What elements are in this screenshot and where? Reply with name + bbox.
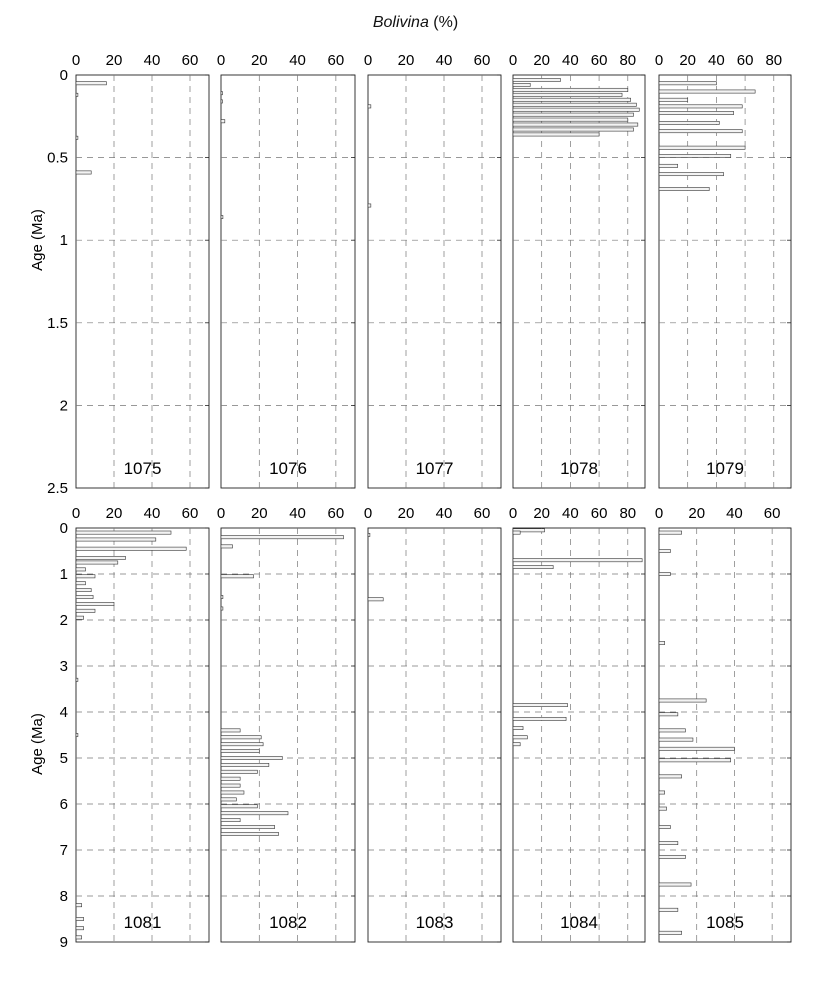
site-label-1078: 1078 xyxy=(560,459,598,478)
x-tick-label-1084-60: 60 xyxy=(590,505,608,522)
y-tick-label-1081-4: 4 xyxy=(59,704,68,721)
bar-1084-4 xyxy=(513,704,568,707)
bar-1081-4 xyxy=(76,561,118,564)
bar-1084-5 xyxy=(513,717,566,720)
y-axis-label-top: Age (Ma) xyxy=(29,209,46,271)
bar-1082-7 xyxy=(221,743,263,746)
x-tick-label-1078-60: 60 xyxy=(590,52,608,69)
bar-1082-19 xyxy=(221,825,275,828)
bar-1081-2 xyxy=(76,547,186,550)
bar-1081-0 xyxy=(76,531,171,534)
bar-1079-1 xyxy=(659,90,755,93)
bar-1076-3 xyxy=(221,215,223,218)
bar-1081-3 xyxy=(76,556,125,559)
bar-1082-17 xyxy=(221,812,288,815)
bar-1081-9 xyxy=(76,595,93,598)
x-tick-label-1077-60: 60 xyxy=(473,52,491,69)
bar-1079-2 xyxy=(659,98,688,101)
x-tick-label-1078-20: 20 xyxy=(533,52,551,69)
x-tick-label-1085-20: 20 xyxy=(688,505,706,522)
bar-1081-16 xyxy=(76,917,84,920)
bar-1078-2 xyxy=(513,88,628,91)
x-tick-label-1079-80: 80 xyxy=(765,52,783,69)
bar-1081-14 xyxy=(76,733,78,736)
panel-frame-1078 xyxy=(513,75,645,488)
bar-1084-8 xyxy=(513,743,520,746)
site-label-1082: 1082 xyxy=(269,913,307,932)
bar-1078-7 xyxy=(513,113,634,116)
bar-1079-7 xyxy=(659,146,745,149)
y-tick-label-1081-8: 8 xyxy=(59,888,68,905)
bar-1082-11 xyxy=(221,770,257,773)
bar-1082-18 xyxy=(221,819,240,822)
y-tick-label-1081-9: 9 xyxy=(59,934,68,951)
panel-frame-1075 xyxy=(76,75,209,488)
bar-1085-10 xyxy=(659,775,682,778)
y-tick-label-1081-1: 1 xyxy=(59,566,68,583)
bar-1078-6 xyxy=(513,108,639,111)
bar-1082-5 xyxy=(221,729,240,732)
bar-1077-1 xyxy=(368,204,371,207)
bar-1082-4 xyxy=(221,607,223,610)
bar-1082-1 xyxy=(221,545,232,548)
x-tick-label-1084-80: 80 xyxy=(619,505,637,522)
y-tick-label-1081-2: 2 xyxy=(59,612,68,629)
bar-1076-1 xyxy=(221,100,223,103)
bar-1082-20 xyxy=(221,832,278,835)
bar-1085-2 xyxy=(659,572,670,575)
bar-1082-16 xyxy=(221,805,257,808)
x-tick-label-1082-40: 40 xyxy=(289,505,306,522)
x-tick-label-1078-80: 80 xyxy=(619,52,637,69)
bar-1084-7 xyxy=(513,736,527,739)
bar-1085-5 xyxy=(659,713,678,716)
figure-title-genus: Bolivina xyxy=(372,14,429,31)
bar-1082-13 xyxy=(221,784,240,787)
bar-1085-15 xyxy=(659,855,685,858)
bar-1085-18 xyxy=(659,931,682,934)
bar-1082-8 xyxy=(221,750,259,753)
bar-1084-2 xyxy=(513,559,642,562)
bar-1075-0 xyxy=(76,82,106,85)
x-tick-label-1085-0: 0 xyxy=(654,505,664,522)
bar-1078-11 xyxy=(513,133,599,136)
site-label-1076: 1076 xyxy=(269,459,307,478)
bar-1085-17 xyxy=(659,908,678,911)
bar-1085-9 xyxy=(659,759,731,762)
bar-1081-13 xyxy=(76,678,78,681)
bar-1079-5 xyxy=(659,121,719,124)
panel-frame-1085 xyxy=(659,528,791,942)
x-tick-label-1075-40: 40 xyxy=(143,52,161,69)
bar-1078-5 xyxy=(513,103,636,106)
bar-1075-3 xyxy=(76,171,91,174)
x-tick-label-1076-0: 0 xyxy=(216,52,226,69)
x-tick-label-1076-20: 20 xyxy=(250,52,268,69)
bar-1082-15 xyxy=(221,798,236,801)
x-tick-label-1084-0: 0 xyxy=(508,505,518,522)
x-tick-label-1083-0: 0 xyxy=(363,505,373,522)
bar-1075-2 xyxy=(76,136,78,139)
x-tick-label-1084-20: 20 xyxy=(533,505,551,522)
bar-1082-9 xyxy=(221,756,282,759)
bar-1079-3 xyxy=(659,105,742,108)
bar-1079-8 xyxy=(659,154,731,157)
y-tick-label-1081-3: 3 xyxy=(59,658,68,675)
panel-frame-1081 xyxy=(76,528,209,942)
x-tick-label-1082-60: 60 xyxy=(327,505,345,522)
site-label-1079: 1079 xyxy=(706,459,744,478)
bar-1081-17 xyxy=(76,927,84,930)
bar-1078-1 xyxy=(513,83,530,86)
bar-1081-18 xyxy=(76,936,82,939)
x-tick-label-1083-60: 60 xyxy=(473,505,491,522)
bar-1082-0 xyxy=(221,536,344,539)
bar-1081-8 xyxy=(76,589,91,592)
x-tick-label-1082-0: 0 xyxy=(216,505,226,522)
y-tick-label-1081-6: 6 xyxy=(59,796,68,813)
bar-1082-3 xyxy=(221,595,223,598)
site-label-1083: 1083 xyxy=(415,913,454,932)
x-tick-label-1075-20: 20 xyxy=(105,52,123,69)
bar-1082-12 xyxy=(221,777,240,780)
x-tick-label-1083-20: 20 xyxy=(397,505,415,522)
bar-1079-9 xyxy=(659,164,678,167)
bar-1083-0 xyxy=(368,533,370,536)
bar-1081-5 xyxy=(76,568,86,571)
bar-1085-1 xyxy=(659,549,670,552)
bar-1085-8 xyxy=(659,747,734,750)
x-tick-label-1081-60: 60 xyxy=(181,505,199,522)
panel-frame-1083 xyxy=(368,528,501,942)
x-tick-label-1075-0: 0 xyxy=(71,52,81,69)
bar-1078-3 xyxy=(513,93,622,96)
x-tick-label-1076-40: 40 xyxy=(289,52,306,69)
bar-1078-8 xyxy=(513,118,628,121)
bar-1085-14 xyxy=(659,842,678,845)
bar-1079-0 xyxy=(659,82,716,85)
x-tick-label-1085-60: 60 xyxy=(763,505,781,522)
bar-1084-3 xyxy=(513,566,553,569)
site-label-1085: 1085 xyxy=(706,913,744,932)
panel-frame-1076 xyxy=(221,75,355,488)
bar-1085-4 xyxy=(659,699,706,702)
bar-1085-11 xyxy=(659,791,665,794)
bar-1081-15 xyxy=(76,904,82,907)
x-tick-label-1078-40: 40 xyxy=(562,52,579,69)
panel-frame-1084 xyxy=(513,528,645,942)
panel-frame-1082 xyxy=(221,528,355,942)
x-tick-label-1079-40: 40 xyxy=(708,52,725,69)
bar-1081-11 xyxy=(76,609,95,612)
y-tick-label-1081-7: 7 xyxy=(59,842,68,859)
bar-1078-9 xyxy=(513,123,638,126)
bar-1083-1 xyxy=(368,598,383,601)
y-tick-label-1075-2: 2 xyxy=(59,397,68,415)
y-axis-label-bottom: Age (Ma) xyxy=(29,713,46,775)
bar-1079-6 xyxy=(659,130,742,133)
bar-1085-3 xyxy=(659,641,665,644)
y-tick-label-1075-2.5: 2.5 xyxy=(47,480,68,497)
x-tick-label-1081-0: 0 xyxy=(71,505,81,522)
y-tick-label-1075-0.5: 0.5 xyxy=(47,149,68,167)
bar-1082-10 xyxy=(221,763,269,766)
site-label-1077: 1077 xyxy=(415,459,454,478)
bar-1082-2 xyxy=(221,575,254,578)
x-tick-label-1077-40: 40 xyxy=(435,52,453,69)
bar-1078-10 xyxy=(513,128,634,131)
panel-frame-1077 xyxy=(368,75,501,488)
site-label-1084: 1084 xyxy=(560,913,598,932)
bar-1081-7 xyxy=(76,582,86,585)
x-tick-label-1084-40: 40 xyxy=(562,505,579,522)
x-tick-label-1085-40: 40 xyxy=(726,505,743,522)
bar-1079-10 xyxy=(659,173,724,176)
x-tick-label-1079-60: 60 xyxy=(736,52,754,69)
x-tick-label-1076-60: 60 xyxy=(327,52,345,69)
bar-1079-4 xyxy=(659,111,734,114)
bar-1081-12 xyxy=(76,616,84,619)
bar-1081-10 xyxy=(76,602,114,605)
panel-frame-1079 xyxy=(659,75,791,488)
x-tick-label-1081-20: 20 xyxy=(105,505,123,522)
y-tick-label-1075-1: 1 xyxy=(59,232,68,250)
x-tick-label-1079-0: 0 xyxy=(654,52,664,69)
site-label-1081: 1081 xyxy=(123,913,162,932)
bar-1078-0 xyxy=(513,78,560,81)
x-tick-label-1077-20: 20 xyxy=(397,52,415,69)
bar-1076-2 xyxy=(221,120,225,123)
bar-1082-6 xyxy=(221,736,261,739)
bar-1085-6 xyxy=(659,729,685,732)
x-tick-label-1082-20: 20 xyxy=(250,505,268,522)
bar-1085-0 xyxy=(659,531,682,534)
bar-1085-13 xyxy=(659,825,670,828)
bar-1077-0 xyxy=(368,105,371,108)
bar-1085-12 xyxy=(659,807,667,810)
y-tick-label-1075-1.5: 1.5 xyxy=(47,314,68,332)
bar-1078-4 xyxy=(513,98,631,101)
bar-1079-11 xyxy=(659,187,709,190)
x-tick-label-1079-20: 20 xyxy=(679,52,697,69)
y-tick-label-1075-0: 0 xyxy=(59,67,68,84)
bar-1075-1 xyxy=(76,93,78,96)
bar-1085-16 xyxy=(659,883,691,886)
y-tick-label-1081-0: 0 xyxy=(59,520,68,537)
x-tick-label-1077-0: 0 xyxy=(363,52,373,69)
bar-1082-14 xyxy=(221,791,244,794)
bar-1084-1 xyxy=(513,531,520,534)
x-tick-label-1078-0: 0 xyxy=(508,52,518,69)
y-tick-label-1081-5: 5 xyxy=(59,750,68,767)
x-tick-label-1083-40: 40 xyxy=(435,505,453,522)
x-tick-label-1081-40: 40 xyxy=(143,505,161,522)
figure-title-unit: (%) xyxy=(433,14,459,31)
x-tick-label-1075-60: 60 xyxy=(181,52,199,69)
bar-1081-1 xyxy=(76,538,156,541)
bar-1084-6 xyxy=(513,727,523,730)
bar-1076-0 xyxy=(221,92,223,95)
site-label-1075: 1075 xyxy=(123,459,162,478)
bar-1085-7 xyxy=(659,738,693,741)
bar-1081-6 xyxy=(76,575,95,578)
